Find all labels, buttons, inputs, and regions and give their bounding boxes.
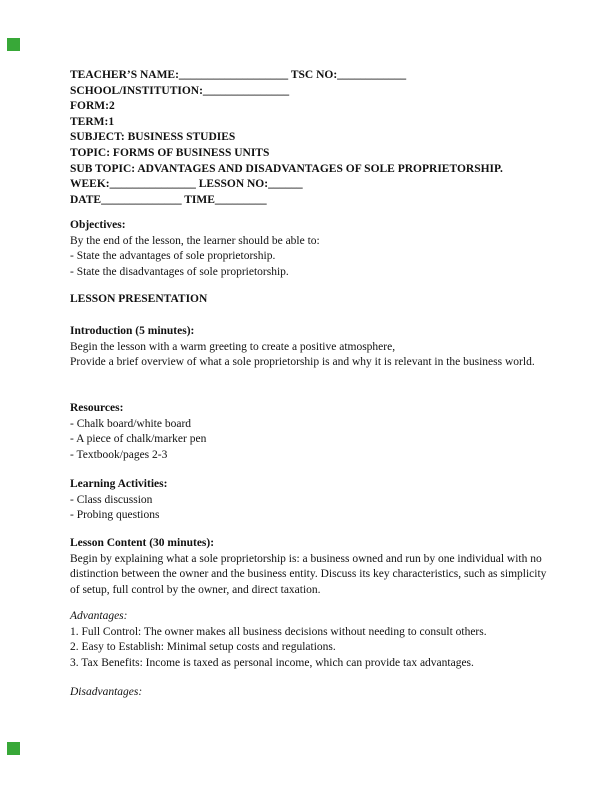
resources-section xyxy=(70,401,550,463)
header-line-topic: TOPIC: FORMS OF BUSINESS UNITS xyxy=(70,146,270,159)
header-line-form: FORM:2 xyxy=(70,100,115,113)
objectives-item: - State the advantages of sole proprietorship. xyxy=(70,250,276,263)
objectives-section xyxy=(70,218,550,280)
introduction-heading: Introduction (5 minutes): xyxy=(70,325,195,337)
learning-activities-item: - Probing questions xyxy=(70,509,160,522)
header-line-subtopic: SUB TOPIC: ADVANTAGES AND DISADVANTAGES OF SOLE PROPRIETORSHIP. xyxy=(70,162,503,175)
resources-item: - Chalk board/white board xyxy=(70,417,192,430)
header-block xyxy=(70,68,550,208)
objectives-heading: Objectives: xyxy=(70,219,126,231)
resources-heading: Resources: xyxy=(70,402,124,414)
learning-activities-section xyxy=(70,477,550,524)
advantages-section xyxy=(70,609,550,671)
advantages-item: 1. Full Control: The owner makes all business decisions without needing to consult others. xyxy=(70,625,487,638)
learning-activities-item: - Class discussion xyxy=(70,493,153,506)
header-line-school: SCHOOL/INSTITUTION:_______________ xyxy=(70,84,290,97)
advantages-item: 2. Easy to Establish: Minimal setup costs and regulations. xyxy=(70,641,336,654)
lesson-presentation-section xyxy=(70,292,550,308)
lesson-content-heading: Lesson Content (30 minutes): xyxy=(70,537,215,549)
disadvantages-heading: Disadvantages: xyxy=(70,686,143,698)
introduction-paragraph: Provide a brief overview of what a sole proprietorship is and why it is relevant in the business world. xyxy=(70,356,535,369)
advantages-item: 3. Tax Benefits: Income is taxed as personal income, which can provide tax advantages. xyxy=(70,656,474,669)
introduction-line: Begin the lesson with a warm greeting to create a positive atmosphere, xyxy=(70,340,396,353)
lesson-presentation-heading: LESSON PRESENTATION xyxy=(70,293,208,305)
introduction-section xyxy=(70,324,550,371)
header-line-teacher-name: TEACHER’S NAME:___________________ TSC NO:____________ xyxy=(70,69,407,81)
learning-activities-heading: Learning Activities: xyxy=(70,478,168,490)
green-square-marker-bottom xyxy=(7,742,20,755)
lesson-content-section xyxy=(70,536,550,598)
header-line-date-time: DATE______________ TIME_________ xyxy=(70,193,267,206)
disadvantages-section xyxy=(70,685,550,701)
resources-item: - Textbook/pages 2-3 xyxy=(70,448,168,461)
objectives-intro: By the end of the lesson, the learner should be able to: xyxy=(70,234,320,247)
green-square-marker-top xyxy=(7,38,20,51)
objectives-item: - State the disadvantages of sole proprietorship. xyxy=(70,265,289,278)
advantages-heading: Advantages: xyxy=(70,610,128,622)
header-line-term: TERM:1 xyxy=(70,115,115,128)
resources-item: - A piece of chalk/marker pen xyxy=(70,433,207,446)
header-line-subject: SUBJECT: BUSINESS STUDIES xyxy=(70,131,236,144)
lesson-content-paragraph: Begin by explaining what a sole proprietorship is: a business owned and run by one individual with no distinction between the owner and the business entity. Discuss its key characteristics, such as simplicity of setup, full control by the owner, and direct taxation. xyxy=(70,552,547,596)
header-line-week-lesson: WEEK:_______________ LESSON NO:______ xyxy=(70,178,303,191)
